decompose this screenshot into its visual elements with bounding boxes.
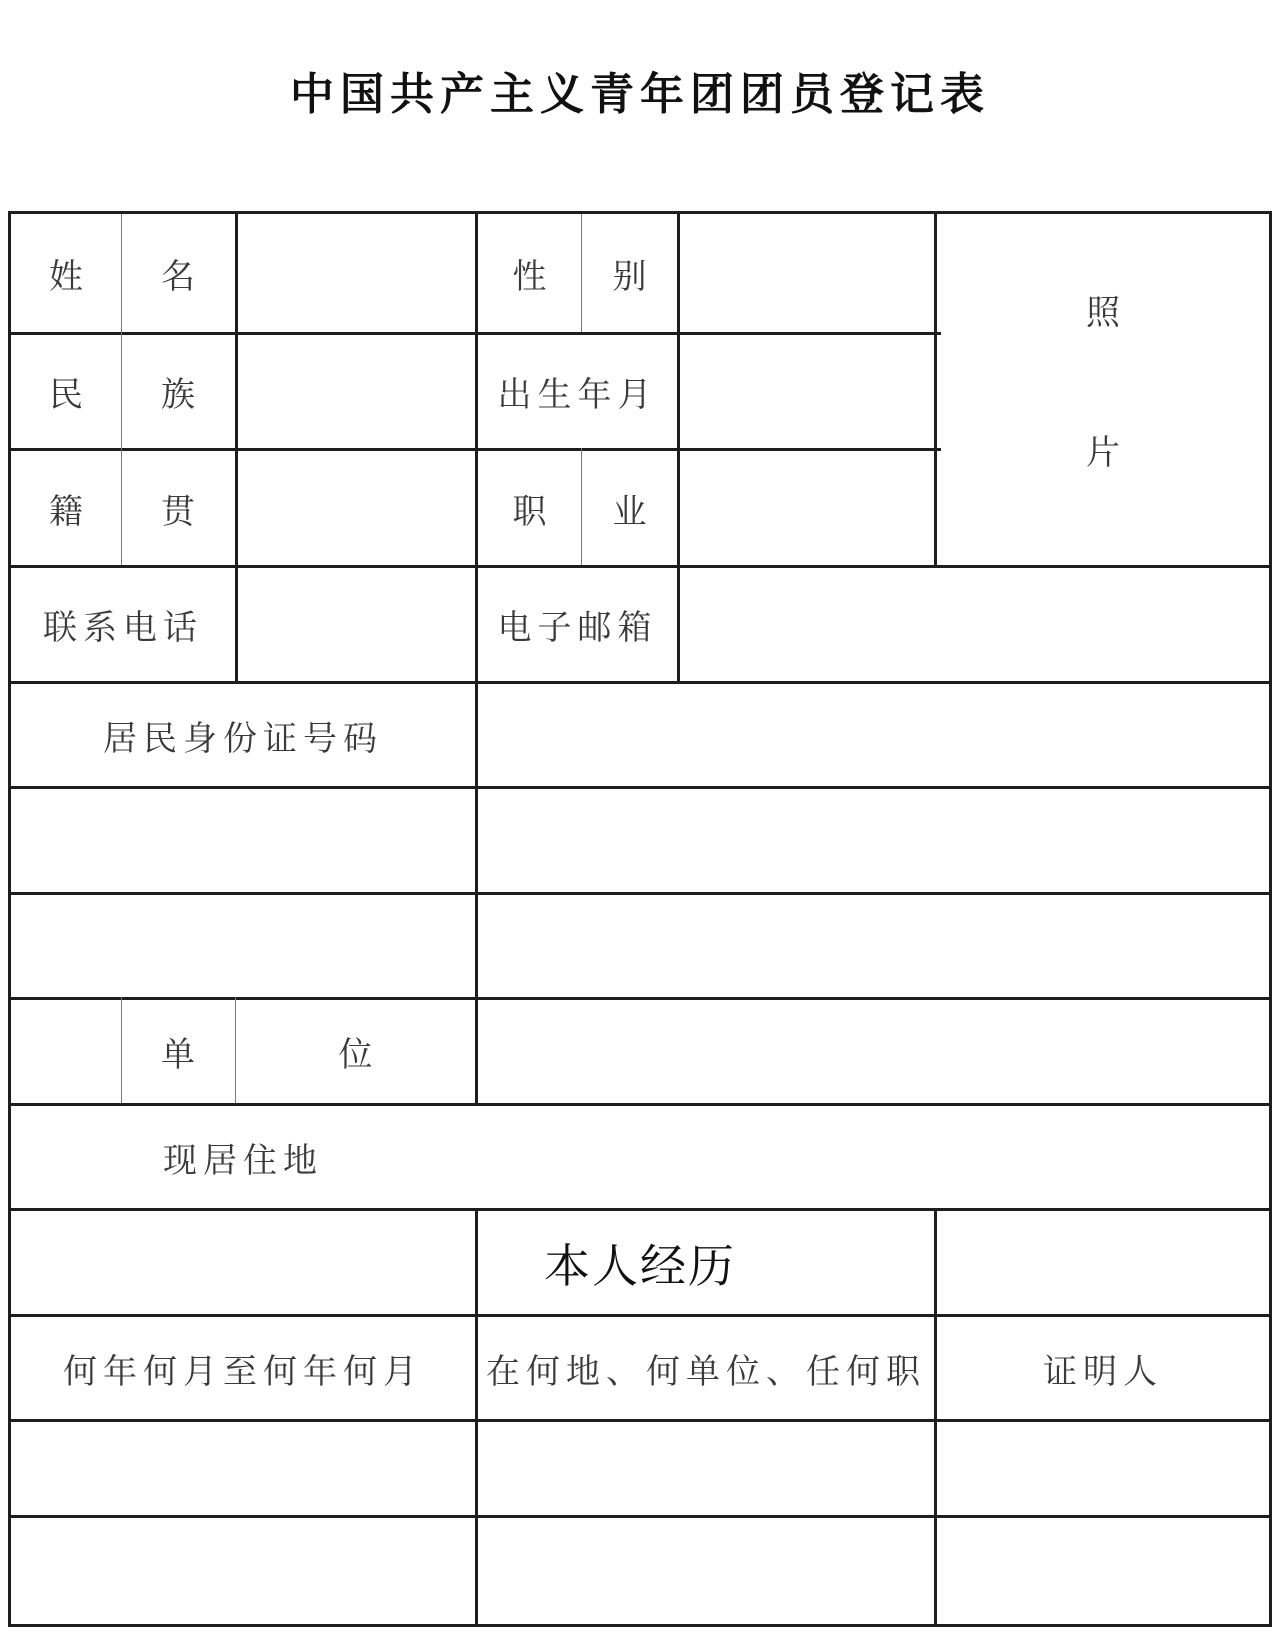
experience-position-cell[interactable] [478, 1518, 934, 1624]
photo-label-char-2: 片 [1086, 432, 1120, 473]
birth-date-field[interactable] [680, 335, 934, 448]
unit-label-char-1: 单 [161, 1035, 195, 1075]
occupation-label-char-2: 业 [612, 491, 647, 532]
ethnicity-label-char-1: 民 [49, 375, 83, 415]
name-field[interactable] [238, 214, 475, 332]
experience-heading: 本人经历 [544, 1238, 736, 1293]
experience-period-cell[interactable] [11, 1422, 475, 1515]
experience-witness-cell[interactable] [937, 1422, 1269, 1515]
photo-box[interactable] [937, 214, 1269, 565]
ethnicity-label-char-2: 族 [161, 375, 195, 415]
experience-position-cell[interactable] [478, 1422, 934, 1515]
photo-label-char-1: 照 [1086, 292, 1120, 333]
work-unit-field-bottom[interactable] [478, 895, 1269, 997]
unit-field[interactable] [478, 1000, 1269, 1103]
work-unit-label-row [11, 789, 475, 892]
id-number-label: 居民身份证号码 [103, 718, 383, 759]
place-unit-position-column-header: 在何地、何单位、任何职 [486, 1351, 926, 1392]
residence-label: 现居住地 [163, 1140, 323, 1181]
witness-column-header: 证明人 [1043, 1351, 1163, 1392]
form-title: 中国共产主义青年团团员登记表 [290, 69, 990, 120]
ethnicity-field[interactable] [238, 335, 475, 448]
registration-form [8, 211, 1272, 1627]
occupation-label-char-1: 职 [512, 491, 547, 532]
email-field[interactable] [680, 568, 1269, 681]
experience-witness-cell[interactable] [937, 1518, 1269, 1624]
experience-period-cell[interactable] [11, 1518, 475, 1624]
gender-label-char-2: 别 [612, 256, 647, 297]
phone-label: 联系电话 [43, 608, 203, 648]
native-place-field[interactable] [238, 451, 475, 565]
gender-field[interactable] [680, 214, 934, 332]
native-place-label-char-2: 贯 [161, 491, 195, 532]
residence-label-row [11, 895, 475, 997]
name-label-char-1: 姓 [49, 256, 83, 297]
work-unit-field-top[interactable] [478, 789, 1269, 892]
email-label: 电子邮箱 [497, 608, 658, 648]
gender-label-char-1: 性 [512, 256, 547, 297]
period-column-header: 何年何月至何年何月 [63, 1351, 423, 1392]
unit-label-char-2: 位 [338, 1035, 373, 1075]
occupation-field[interactable] [680, 451, 934, 565]
name-label-char-2: 名 [161, 256, 195, 297]
birth-date-label: 出生年月 [497, 375, 658, 415]
native-place-label-char-1: 籍 [49, 491, 83, 532]
id-number-field[interactable] [478, 684, 1269, 786]
phone-field[interactable] [238, 568, 475, 681]
